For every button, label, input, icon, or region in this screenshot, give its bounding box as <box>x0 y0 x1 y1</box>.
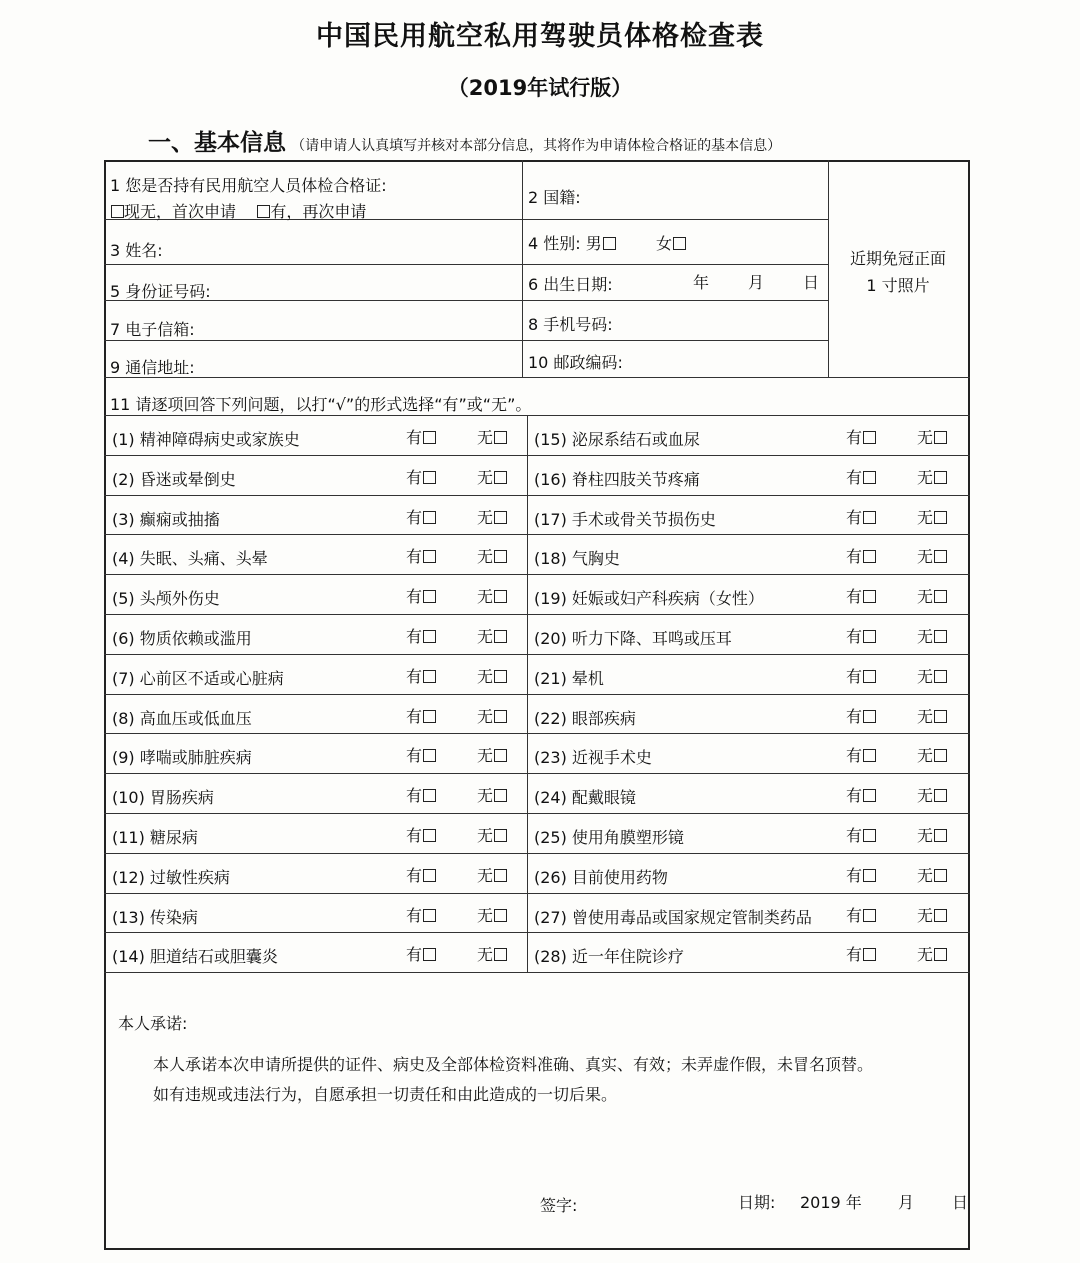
yes-option <box>406 903 436 926</box>
no-checkbox[interactable] <box>934 550 947 563</box>
no-option <box>917 664 947 687</box>
question-label: (12) 过敏性疾病 <box>112 868 230 887</box>
yes-label: 有 <box>846 866 863 885</box>
row-divider <box>104 377 970 378</box>
question-row-divider <box>104 614 970 615</box>
yes-option <box>846 783 876 806</box>
no-checkbox[interactable] <box>934 869 947 882</box>
question-label: (6) 物质依赖或滥用 <box>112 629 252 648</box>
q1-option-first: 现无，首次申请 <box>124 202 237 221</box>
yes-checkbox[interactable] <box>423 471 436 484</box>
col-divider <box>522 160 523 377</box>
no-label: 无 <box>917 627 934 646</box>
no-checkbox[interactable] <box>934 431 947 444</box>
no-checkbox[interactable] <box>494 909 507 922</box>
birth-day: 日 <box>803 273 820 292</box>
no-label: 无 <box>477 826 494 845</box>
yes-checkbox[interactable] <box>863 710 876 723</box>
yes-checkbox[interactable] <box>423 630 436 643</box>
email-label: 7 电子信箱: <box>110 320 195 339</box>
yes-option <box>406 863 436 886</box>
no-label: 无 <box>917 786 934 805</box>
question-label: (15) 泌尿系结石或血尿 <box>534 430 700 449</box>
no-option <box>477 505 507 528</box>
yes-option <box>406 425 436 448</box>
no-checkbox[interactable] <box>934 829 947 842</box>
signature-label: 签字: <box>540 1196 578 1215</box>
yes-checkbox[interactable] <box>863 431 876 444</box>
row-divider <box>104 264 828 265</box>
yes-label: 有 <box>406 906 423 925</box>
no-label: 无 <box>477 746 494 765</box>
nationality-label: 2 国籍: <box>528 188 581 207</box>
yes-option <box>846 664 876 687</box>
yes-label: 有 <box>846 428 863 447</box>
question-row-divider <box>104 694 970 695</box>
yes-checkbox[interactable] <box>863 550 876 563</box>
q1-options <box>110 199 366 222</box>
no-checkbox[interactable] <box>494 471 507 484</box>
q1-option-renew: 有，再次申请 <box>270 202 367 221</box>
gender-male: 男 <box>585 234 602 253</box>
gender-label: 4 性别: <box>528 234 581 253</box>
question-row-divider <box>104 853 970 854</box>
no-label: 无 <box>917 428 934 447</box>
birth-date-label: 6 出生日期: <box>528 275 613 294</box>
yes-label: 有 <box>406 866 423 885</box>
yes-option <box>846 544 876 567</box>
no-checkbox[interactable] <box>494 789 507 802</box>
yes-option <box>406 823 436 846</box>
no-option <box>477 783 507 806</box>
question-label: (24) 配戴眼镜 <box>534 788 636 807</box>
yes-label: 有 <box>846 508 863 527</box>
question-label: (26) 目前使用药物 <box>534 868 668 887</box>
no-label: 无 <box>917 547 934 566</box>
no-checkbox[interactable] <box>494 630 507 643</box>
no-checkbox[interactable] <box>934 590 947 603</box>
question-row-divider <box>104 773 970 774</box>
no-checkbox[interactable] <box>494 511 507 524</box>
yes-checkbox[interactable] <box>863 670 876 683</box>
question-row-divider <box>104 534 970 535</box>
pledge-line2: 如有违规或违法行为，自愿承担一切责任和由此造成的一切后果。 <box>153 1085 618 1104</box>
no-option <box>917 704 947 727</box>
gender-female: 女 <box>655 234 672 253</box>
no-label: 无 <box>477 508 494 527</box>
yes-label: 有 <box>846 468 863 487</box>
photo-area <box>832 245 964 299</box>
no-label: 无 <box>917 508 934 527</box>
postcode-label: 10 邮政编码: <box>528 353 623 372</box>
yes-option <box>846 704 876 727</box>
question-label: (28) 近一年住院诊疗 <box>534 947 684 966</box>
no-label: 无 <box>917 866 934 885</box>
question-row-divider <box>104 972 970 973</box>
no-checkbox[interactable] <box>494 550 507 563</box>
yes-checkbox[interactable] <box>423 749 436 762</box>
yes-checkbox[interactable] <box>423 829 436 842</box>
question-row-divider <box>104 733 970 734</box>
yes-label: 有 <box>846 627 863 646</box>
yes-label: 有 <box>406 746 423 765</box>
question-label: (14) 胆道结石或胆囊炎 <box>112 947 278 966</box>
yes-option <box>846 624 876 647</box>
question-label: (8) 高血压或低血压 <box>112 709 252 728</box>
question-label: (10) 胃肠疾病 <box>112 788 214 807</box>
yes-label: 有 <box>406 468 423 487</box>
form-subtitle: （2019年试行版） <box>447 76 633 100</box>
no-label: 无 <box>917 945 934 964</box>
no-checkbox[interactable] <box>934 670 947 683</box>
question-label: (2) 昏迷或晕倒史 <box>112 470 236 489</box>
no-option <box>917 942 947 965</box>
no-checkbox[interactable] <box>494 431 507 444</box>
yes-label: 有 <box>406 945 423 964</box>
no-label: 无 <box>917 667 934 686</box>
yes-checkbox[interactable] <box>423 948 436 961</box>
question-label: (19) 妊娠或妇产科疾病（女性） <box>534 589 764 608</box>
yes-label: 有 <box>846 945 863 964</box>
yes-checkbox[interactable] <box>863 511 876 524</box>
yes-option <box>406 505 436 528</box>
yes-label: 有 <box>406 627 423 646</box>
yes-option <box>846 425 876 448</box>
pledge-line1: 本人承诺本次申请所提供的证件、病史及全部体检资料准确、真实、有效；未弄虚作假，未冒名顶替。 <box>153 1055 874 1074</box>
yes-option <box>846 823 876 846</box>
yes-option <box>406 942 436 965</box>
no-label: 无 <box>917 468 934 487</box>
col-divider <box>527 415 528 972</box>
yes-option <box>846 863 876 886</box>
no-option <box>917 783 947 806</box>
no-label: 无 <box>917 826 934 845</box>
id-number-label: 5 身份证号码: <box>110 282 211 301</box>
no-label: 无 <box>477 547 494 566</box>
no-label: 无 <box>917 587 934 606</box>
no-option <box>917 425 947 448</box>
no-option <box>917 823 947 846</box>
date-day: 日 <box>952 1193 969 1212</box>
no-label: 无 <box>477 428 494 447</box>
yes-option <box>846 505 876 528</box>
no-checkbox[interactable] <box>494 948 507 961</box>
question-row-divider <box>104 893 970 894</box>
no-option <box>477 863 507 886</box>
yes-checkbox[interactable] <box>863 909 876 922</box>
birth-month: 月 <box>748 273 765 292</box>
no-option <box>477 704 507 727</box>
yes-label: 有 <box>846 667 863 686</box>
yes-option <box>406 624 436 647</box>
no-label: 无 <box>477 906 494 925</box>
no-option <box>477 743 507 766</box>
photo-line2: 1 寸照片 <box>866 276 930 295</box>
yes-option <box>406 783 436 806</box>
question-label: (21) 晕机 <box>534 669 604 688</box>
yes-label: 有 <box>846 746 863 765</box>
q1-checkbox-first[interactable] <box>111 205 124 218</box>
gender-field <box>528 231 686 254</box>
no-option <box>477 425 507 448</box>
yes-checkbox[interactable] <box>863 789 876 802</box>
date-year: 2019 年 <box>800 1193 862 1212</box>
no-option <box>917 505 947 528</box>
phone-label: 8 手机号码: <box>528 315 613 334</box>
no-checkbox[interactable] <box>494 710 507 723</box>
no-checkbox[interactable] <box>934 909 947 922</box>
yes-option <box>846 743 876 766</box>
yes-option <box>406 465 436 488</box>
yes-label: 有 <box>406 508 423 527</box>
question-label: (17) 手术或骨关节损伤史 <box>534 510 716 529</box>
question-row-divider <box>104 654 970 655</box>
q1-checkbox-renew[interactable] <box>257 205 270 218</box>
col-divider <box>828 160 829 377</box>
yes-label: 有 <box>846 707 863 726</box>
yes-option <box>406 704 436 727</box>
question-label: (3) 癫痫或抽搐 <box>112 510 220 529</box>
no-option <box>477 624 507 647</box>
yes-label: 有 <box>846 587 863 606</box>
yes-checkbox[interactable] <box>423 550 436 563</box>
photo-line1: 近期免冠正面 <box>849 249 946 268</box>
no-checkbox[interactable] <box>494 829 507 842</box>
no-option <box>477 664 507 687</box>
yes-checkbox[interactable] <box>423 590 436 603</box>
yes-option <box>406 544 436 567</box>
yes-checkbox[interactable] <box>863 749 876 762</box>
no-label: 无 <box>477 786 494 805</box>
yes-label: 有 <box>406 547 423 566</box>
question-row-divider <box>104 455 970 456</box>
yes-checkbox[interactable] <box>423 431 436 444</box>
question-label: (1) 精神障碍病史或家族史 <box>112 430 300 449</box>
question-label: (22) 眼部疾病 <box>534 709 636 728</box>
no-option <box>477 465 507 488</box>
form-title: 中国民用航空私用驾驶员体格检查表 <box>316 21 764 52</box>
question-label: (11) 糖尿病 <box>112 828 198 847</box>
no-checkbox[interactable] <box>494 749 507 762</box>
no-label: 无 <box>477 587 494 606</box>
question-label: (5) 头颅外伤史 <box>112 589 220 608</box>
no-option <box>477 584 507 607</box>
question-label: (9) 哮喘或肺脏疾病 <box>112 748 252 767</box>
yes-label: 有 <box>846 906 863 925</box>
no-checkbox[interactable] <box>934 749 947 762</box>
gender-female-checkbox[interactable] <box>673 237 686 250</box>
no-option <box>477 942 507 965</box>
no-checkbox[interactable] <box>934 471 947 484</box>
question-label: (13) 传染病 <box>112 908 198 927</box>
no-option <box>917 863 947 886</box>
yes-label: 有 <box>846 547 863 566</box>
section-header <box>148 124 781 157</box>
question-label: (4) 失眠、头痛、头晕 <box>112 549 268 568</box>
row-divider <box>104 340 828 341</box>
no-label: 无 <box>917 707 934 726</box>
yes-checkbox[interactable] <box>863 471 876 484</box>
yes-checkbox[interactable] <box>423 670 436 683</box>
yes-checkbox[interactable] <box>863 630 876 643</box>
yes-option <box>846 903 876 926</box>
row-divider <box>104 300 828 301</box>
yes-checkbox[interactable] <box>863 948 876 961</box>
section-note: （请申请人认真填写并核对本部分信息，其将作为申请体检合格证的基本信息） <box>291 138 782 154</box>
name-label: 3 姓名: <box>110 241 163 260</box>
yes-checkbox[interactable] <box>423 789 436 802</box>
q1-label: 1 您是否持有民用航空人员体检合格证: <box>110 176 387 195</box>
no-option <box>917 544 947 567</box>
yes-option <box>846 942 876 965</box>
no-checkbox[interactable] <box>934 789 947 802</box>
yes-checkbox[interactable] <box>863 829 876 842</box>
question-label: (20) 听力下降、耳鸣或压耳 <box>534 629 732 648</box>
no-checkbox[interactable] <box>494 590 507 603</box>
date-month: 月 <box>898 1193 915 1212</box>
no-option <box>917 584 947 607</box>
yes-option <box>846 465 876 488</box>
question-label: (27) 曾使用毒品或国家规定管制类药品 <box>534 908 812 927</box>
pledge-label: 本人承诺: <box>118 1014 188 1033</box>
birth-year: 年 <box>693 273 710 292</box>
yes-option <box>846 584 876 607</box>
yes-option <box>406 584 436 607</box>
question-row-divider <box>104 495 970 496</box>
no-checkbox[interactable] <box>934 511 947 524</box>
no-option <box>917 743 947 766</box>
no-checkbox[interactable] <box>494 670 507 683</box>
no-option <box>917 903 947 926</box>
yes-checkbox[interactable] <box>423 511 436 524</box>
question-row-divider <box>104 574 970 575</box>
no-label: 无 <box>477 627 494 646</box>
no-checkbox[interactable] <box>934 630 947 643</box>
no-option <box>917 465 947 488</box>
no-option <box>917 624 947 647</box>
q11-instruction: 11 请逐项回答下列问题，以打“√”的形式选择“有”或“无”。 <box>110 395 532 414</box>
yes-label: 有 <box>846 826 863 845</box>
no-checkbox[interactable] <box>934 710 947 723</box>
yes-label: 有 <box>406 826 423 845</box>
address-label: 9 通信地址: <box>110 358 195 377</box>
question-label: (16) 脊柱四肢关节疼痛 <box>534 470 700 489</box>
no-label: 无 <box>477 707 494 726</box>
no-option <box>477 544 507 567</box>
question-label: (18) 气胸史 <box>534 549 620 568</box>
section-title: 一、基本信息 <box>148 130 286 156</box>
yes-checkbox[interactable] <box>423 909 436 922</box>
no-checkbox[interactable] <box>494 869 507 882</box>
row-divider <box>104 415 970 416</box>
question-row-divider <box>104 932 970 933</box>
yes-checkbox[interactable] <box>863 590 876 603</box>
yes-label: 有 <box>406 587 423 606</box>
yes-checkbox[interactable] <box>863 869 876 882</box>
no-label: 无 <box>477 945 494 964</box>
yes-label: 有 <box>846 786 863 805</box>
no-label: 无 <box>477 468 494 487</box>
question-row-divider <box>104 813 970 814</box>
date-label: 日期: <box>738 1193 776 1212</box>
question-label: (25) 使用角膜塑形镜 <box>534 828 684 847</box>
yes-label: 有 <box>406 707 423 726</box>
no-checkbox[interactable] <box>934 948 947 961</box>
no-option <box>477 823 507 846</box>
no-label: 无 <box>917 906 934 925</box>
yes-option <box>406 743 436 766</box>
yes-label: 有 <box>406 786 423 805</box>
no-label: 无 <box>477 667 494 686</box>
gender-male-checkbox[interactable] <box>603 237 616 250</box>
yes-option <box>406 664 436 687</box>
question-label: (23) 近视手术史 <box>534 748 652 767</box>
yes-label: 有 <box>406 667 423 686</box>
yes-checkbox[interactable] <box>423 710 436 723</box>
yes-label: 有 <box>406 428 423 447</box>
question-label: (7) 心前区不适或心脏病 <box>112 669 284 688</box>
no-option <box>477 903 507 926</box>
yes-checkbox[interactable] <box>423 869 436 882</box>
no-label: 无 <box>477 866 494 885</box>
no-label: 无 <box>917 746 934 765</box>
